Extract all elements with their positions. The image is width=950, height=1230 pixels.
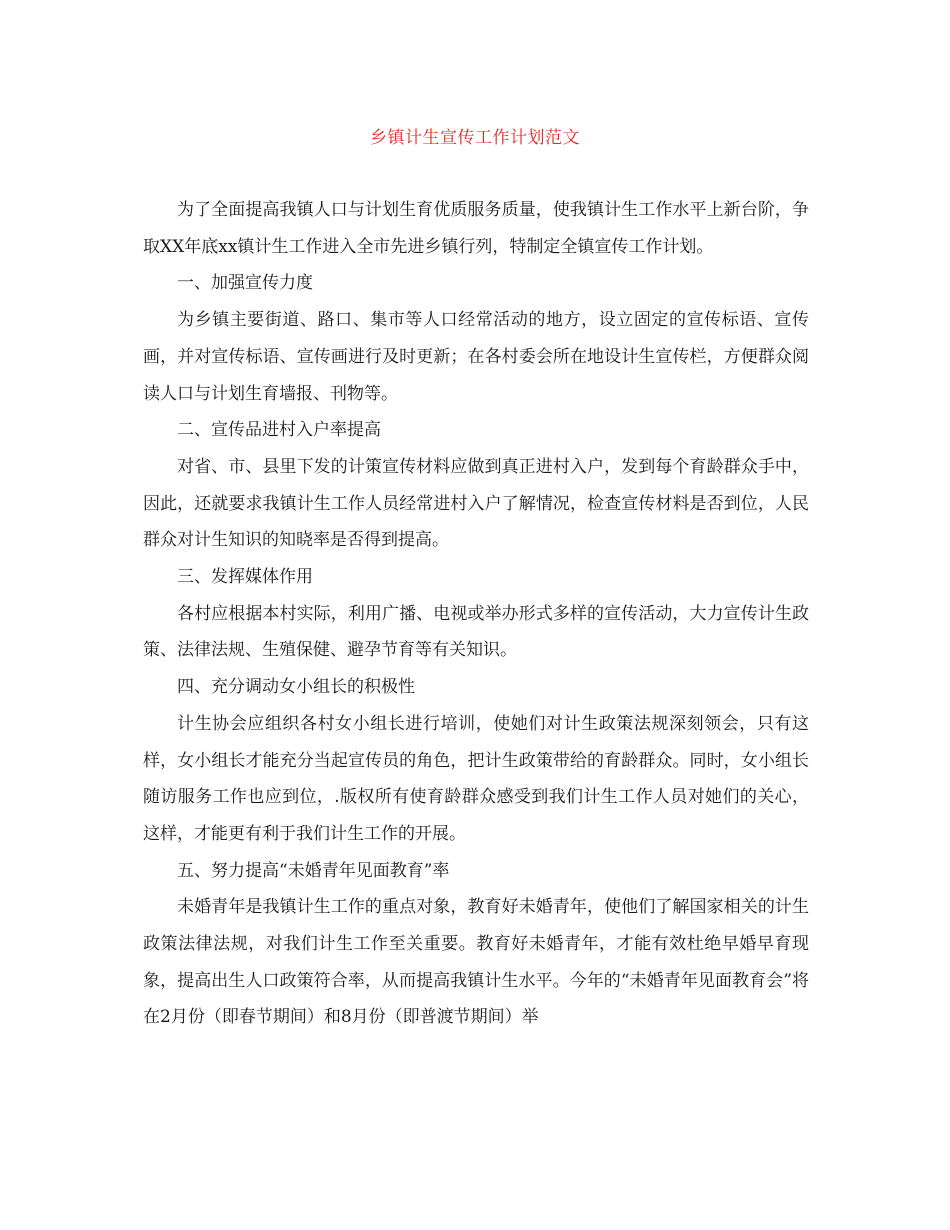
intro-paragraph: 为了全面提高我镇人口与计划生育优质服务质量，使我镇计生工作水平上新台阶，争取XX年底xx镇计生工作进入全市先进乡镇行列，特制定全镇宣传工作计划。	[143, 200, 809, 257]
section-heading-4: 四、充分调动女小组长的积极性	[177, 677, 415, 698]
section-paragraph-5: 未婚青年是我镇计生工作的重点对象，教育好未婚青年，使他们了解国家相关的计生政策法律法规，对我们计生工作至关重要。教育好未婚青年，才能有效杜绝早婚早育现象，提高出生人口政策符合率，从而提高我镇计生水平。今年的“未婚青年见面教育会”将在2月份（即春节期间）和8月份（即普渡节期间）举	[143, 897, 809, 1028]
section-heading-3: 三、发挥媒体作用	[177, 567, 313, 588]
section-heading-2: 二、宣传品进村入户率提高	[177, 420, 381, 441]
document-body	[143, 192, 809, 1036]
section-paragraph-2: 对省、市、县里下发的计策宣传材料应做到真正进村入户，发到每个育龄群众手中，因此，还就要求我镇计生工作人员经常进村入户了解情况，检查宣传材料是否到位，人民群众对计生知识的知晓率是否得到提高。	[143, 456, 809, 551]
section-paragraph-3: 各村应根据本村实际，利用广播、电视或举办形式多样的宣传活动，大力宣传计生政策、法律法规、生殖保健、避孕节育等有关知识。	[143, 603, 809, 661]
section-paragraph-1: 为乡镇主要街道、路口、集市等人口经常活动的地方，设立固定的宣传标语、宣传画，并对宣传标语、宣传画进行及时更新；在各村委会所在地设计生宣传栏，方便群众阅读人口与计划生育墙报、刊物等。	[143, 310, 809, 404]
document-title: 乡镇计生宣传工作计划范文	[370, 128, 580, 148]
section-paragraph-4: 计生协会应组织各村女小组长进行培训，使她们对计生政策法规深刻领会，只有这样，女小组长才能充分当起宣传员的角色，把计生政策带给的育龄群众。同时，女小组长随访服务工作也应到位，.版权所有使育龄群众感受到我们计生工作人员对她们的关心，这样，才能更有利于我们计生工作的开展。	[143, 713, 809, 844]
section-heading-1: 一、加强宣传力度	[177, 273, 313, 294]
section-heading-5: 五、努力提高“未婚青年见面教育”率	[177, 860, 450, 881]
